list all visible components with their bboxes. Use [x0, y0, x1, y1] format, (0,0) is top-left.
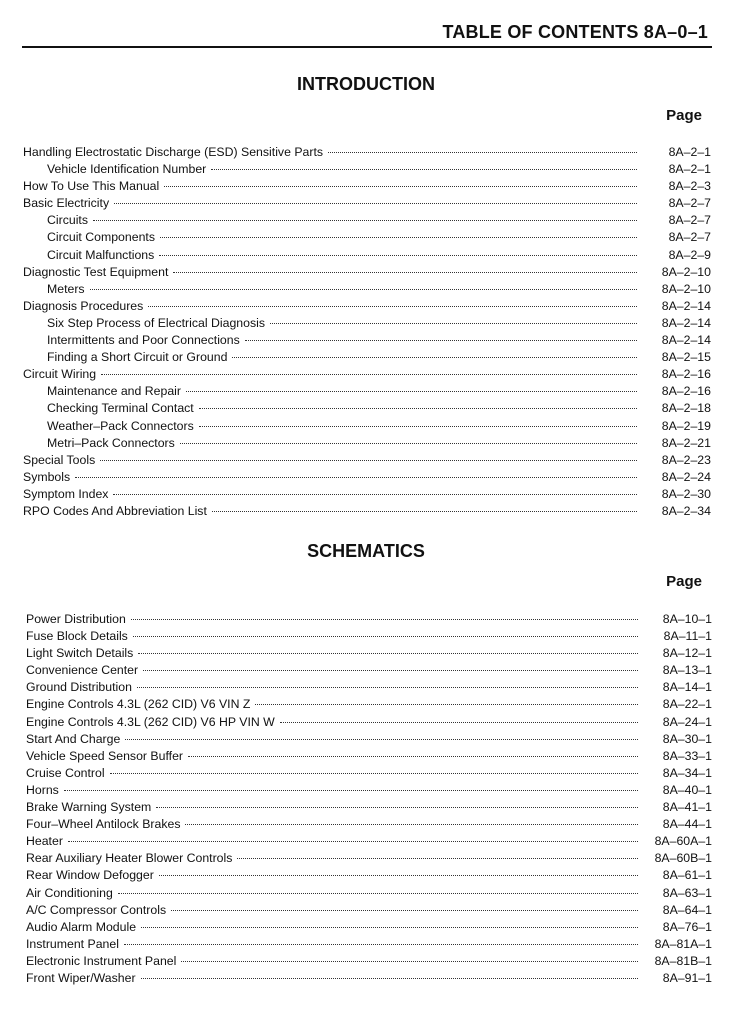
toc-entry-label: Air Conditioning — [26, 885, 113, 900]
toc-entry-label: Convenience Center — [26, 663, 139, 678]
toc-entry-page: 8A–61–1 — [662, 868, 712, 883]
header-title: TABLE OF CONTENTS 8A–0–1 — [442, 22, 708, 42]
toc-entry-label: How To Use This Manual — [23, 179, 160, 194]
toc-entry — [26, 696, 714, 713]
toc-entry-page: 8A–41–1 — [662, 800, 712, 815]
toc-entry-label: Diagnosis Procedures — [23, 298, 144, 313]
toc-entry-page: 8A–2–19 — [661, 418, 711, 433]
toc-entry-page: 8A–2–7 — [668, 196, 711, 211]
toc-entry — [26, 867, 714, 884]
toc-entry-page: 8A–12–1 — [662, 646, 712, 661]
toc-entry-label: Six Step Process of Electrical Diagnosis — [47, 315, 266, 330]
toc-entry — [23, 195, 713, 212]
dot-leader — [101, 374, 637, 375]
toc-entry — [23, 264, 713, 281]
dot-leader — [173, 272, 637, 273]
dot-leader — [100, 460, 637, 461]
toc-entry-label: Basic Electricity — [23, 196, 110, 211]
dot-leader — [199, 426, 637, 427]
dot-leader — [171, 910, 638, 911]
dot-leader — [255, 704, 638, 705]
toc-entry-label: Vehicle Speed Sensor Buffer — [26, 748, 184, 763]
dot-leader — [328, 152, 637, 153]
toc-entry-label: Vehicle Identification Number — [47, 162, 207, 177]
dot-leader — [110, 773, 638, 774]
toc-entry-label: Power Distribution — [26, 612, 126, 626]
introduction-title: INTRODUCTION — [297, 74, 435, 94]
toc-entry-label: Ground Distribution — [26, 680, 132, 695]
toc-entry-page: 8A–34–1 — [662, 765, 712, 780]
toc-entry — [26, 919, 714, 936]
toc-entry — [26, 628, 714, 645]
toc-entry-page: 8A–2–10 — [661, 264, 711, 279]
toc-entry — [23, 486, 713, 503]
toc-entry — [23, 315, 713, 332]
toc-entry-page: 8A–81B–1 — [654, 953, 712, 968]
toc-entry-page: 8A–2–9 — [668, 247, 711, 262]
toc-entry — [26, 611, 714, 628]
toc-entry-page: 8A–24–1 — [662, 714, 712, 729]
toc-entry-label: Horns — [26, 782, 59, 797]
dot-leader — [113, 494, 637, 495]
toc-entry-label: Cruise Control — [26, 765, 105, 780]
dot-leader — [124, 944, 638, 945]
toc-entry-label: Metri–Pack Connectors — [47, 435, 175, 450]
dot-leader — [159, 255, 637, 256]
dot-leader — [180, 443, 637, 444]
toc-entry-page: 8A–2–24 — [661, 469, 711, 484]
toc-entry-page: 8A–40–1 — [662, 782, 712, 797]
toc-entry — [26, 765, 714, 782]
dot-leader — [118, 893, 638, 894]
schematics-page-label: Page — [666, 573, 702, 590]
dot-leader — [156, 807, 638, 808]
dot-leader — [237, 858, 638, 859]
toc-entry — [26, 816, 714, 833]
toc-entry-label: Weather–Pack Connectors — [47, 418, 194, 433]
toc-entry-page: 8A–2–10 — [661, 281, 711, 296]
dot-leader — [280, 722, 638, 723]
toc-entry-page: 8A–2–14 — [661, 315, 711, 330]
toc-entry-label: Brake Warning System — [26, 800, 152, 815]
toc-entry-label: Rear Window Defogger — [26, 868, 154, 883]
toc-entry-label: Instrument Panel — [26, 936, 119, 951]
toc-entry-label: Rear Auxiliary Heater Blower Controls — [26, 851, 233, 866]
toc-entry — [26, 731, 714, 748]
toc-entry-label: Checking Terminal Contact — [47, 401, 194, 416]
toc-entry-label: Circuit Malfunctions — [47, 247, 155, 262]
toc-entry-label: Diagnostic Test Equipment — [23, 264, 169, 279]
toc-entry-page: 8A–81A–1 — [654, 936, 712, 951]
dot-leader — [141, 978, 638, 979]
dot-leader — [143, 670, 638, 671]
toc-entry — [23, 400, 713, 417]
schematics-title: SCHEMATICS — [307, 541, 425, 561]
toc-entry — [26, 850, 714, 867]
dot-leader — [125, 739, 638, 740]
toc-entry — [26, 953, 714, 970]
toc-entry — [23, 144, 713, 161]
toc-entry-page: 8A–2–7 — [668, 213, 711, 228]
toc-entry-page: 8A–2–30 — [661, 486, 711, 501]
dot-leader — [131, 619, 638, 620]
dot-leader — [232, 357, 637, 358]
toc-entry — [26, 645, 714, 662]
toc-entry-label: Engine Controls 4.3L (262 CID) V6 VIN Z — [26, 697, 251, 712]
header-rule — [22, 46, 712, 48]
dot-leader — [138, 653, 638, 654]
toc-entry-page: 8A–64–1 — [662, 902, 712, 917]
dot-leader — [160, 237, 637, 238]
toc-entry-page: 8A–91–1 — [662, 970, 712, 985]
toc-entry-page: 8A–2–34 — [661, 503, 711, 518]
introduction-page-label: Page — [666, 107, 702, 124]
toc-entry — [26, 714, 714, 731]
toc-entry-label: Handling Electrostatic Discharge (ESD) Sensitive Parts — [23, 145, 324, 159]
dot-leader — [181, 961, 638, 962]
toc-entry-page: 8A–30–1 — [662, 731, 712, 746]
toc-entry-label: Symptom Index — [23, 486, 109, 501]
toc-entry — [23, 298, 713, 315]
toc-entry-page: 8A–10–1 — [662, 612, 712, 626]
toc-entry-page: 8A–2–16 — [661, 384, 711, 399]
toc-entry-label: Four–Wheel Antilock Brakes — [26, 817, 181, 832]
toc-entry-label: Circuits — [47, 213, 88, 228]
dot-leader — [64, 790, 638, 791]
toc-entry-page: 8A–2–7 — [668, 230, 711, 245]
toc-entry-page: 8A–2–1 — [668, 162, 711, 177]
toc-entry-page: 8A–2–15 — [661, 350, 711, 365]
toc-entry — [26, 679, 714, 696]
dot-leader — [90, 289, 637, 290]
dot-leader — [75, 477, 637, 478]
toc-entry-page: 8A–63–1 — [662, 885, 712, 900]
toc-entry — [23, 212, 713, 229]
toc-entry-page: 8A–14–1 — [662, 680, 712, 695]
dot-leader — [93, 220, 637, 221]
dot-leader — [245, 340, 637, 341]
toc-entry-label: Maintenance and Repair — [47, 384, 181, 399]
dot-leader — [188, 756, 638, 757]
dot-leader — [186, 391, 637, 392]
toc-entry — [23, 418, 713, 435]
toc-entry-label: Start And Charge — [26, 731, 121, 746]
toc-entry-page: 8A–2–3 — [668, 179, 711, 194]
toc-entry — [23, 469, 713, 486]
toc-entry-label: Audio Alarm Module — [26, 919, 137, 934]
toc-entry — [23, 178, 713, 195]
toc-entry-label: Circuit Components — [47, 230, 155, 245]
toc-entry — [23, 435, 713, 452]
toc-entry-label: Finding a Short Circuit or Ground — [47, 350, 228, 365]
toc-entry — [23, 452, 713, 469]
dot-leader — [212, 511, 637, 512]
toc-entry — [26, 833, 714, 850]
toc-entry — [26, 782, 714, 799]
toc-entry — [26, 970, 714, 987]
introduction-toc-list — [23, 144, 713, 520]
toc-entry-page: 8A–60B–1 — [654, 851, 712, 866]
toc-entry-label: Circuit Wiring — [23, 367, 97, 382]
dot-leader — [133, 636, 638, 637]
toc-entry — [26, 662, 714, 679]
dot-leader — [185, 824, 638, 825]
toc-entry-label: Electronic Instrument Panel — [26, 953, 177, 968]
toc-entry — [23, 332, 713, 349]
toc-entry-page: 8A–76–1 — [662, 919, 712, 934]
toc-entry-page: 8A–2–14 — [661, 298, 711, 313]
dot-leader — [114, 203, 637, 204]
toc-entry — [26, 748, 714, 765]
toc-entry-page: 8A–22–1 — [662, 697, 712, 712]
dot-leader — [141, 927, 638, 928]
toc-entry-label: Symbols — [23, 469, 71, 484]
toc-entry-page: 8A–13–1 — [662, 663, 712, 678]
toc-entry — [26, 936, 714, 953]
toc-entry — [23, 281, 713, 298]
toc-entry-label: RPO Codes And Abbreviation List — [23, 503, 207, 518]
toc-entry — [26, 902, 714, 919]
toc-entry-page: 8A–33–1 — [662, 748, 712, 763]
dot-leader — [68, 841, 638, 842]
toc-entry-label: Fuse Block Details — [26, 629, 128, 644]
toc-entry-page: 8A–11–1 — [663, 629, 712, 644]
toc-entry-label: Intermittents and Poor Connections — [47, 333, 240, 348]
toc-entry — [26, 799, 714, 816]
toc-entry-label: Special Tools — [23, 452, 96, 467]
dot-leader — [137, 687, 638, 688]
schematics-toc-list — [26, 611, 714, 987]
toc-entry — [23, 383, 713, 400]
toc-entry — [23, 349, 713, 366]
toc-entry-label: A/C Compressor Controls — [26, 902, 167, 917]
toc-entry-page: 8A–2–14 — [661, 333, 711, 348]
toc-entry-label: Front Wiper/Washer — [26, 970, 136, 985]
toc-entry — [23, 503, 713, 520]
dot-leader — [270, 323, 637, 324]
toc-entry-label: Engine Controls 4.3L (262 CID) V6 HP VIN W — [26, 714, 275, 729]
toc-entry-page: 8A–2–18 — [661, 401, 711, 416]
toc-entry-page: 8A–2–16 — [661, 367, 711, 382]
toc-entry-page: 8A–2–23 — [661, 452, 711, 467]
toc-entry-page: 8A–2–21 — [661, 435, 711, 450]
toc-entry-label: Heater — [26, 834, 63, 849]
toc-entry-page: 8A–44–1 — [662, 817, 712, 832]
toc-entry — [23, 229, 713, 246]
dot-leader — [148, 306, 637, 307]
toc-entry-page: 8A–2–1 — [668, 145, 711, 159]
dot-leader — [199, 408, 637, 409]
toc-entry — [23, 161, 713, 178]
toc-entry — [23, 247, 713, 264]
toc-entry-page: 8A–60A–1 — [654, 834, 712, 849]
dot-leader — [159, 875, 638, 876]
toc-entry — [23, 366, 713, 383]
dot-leader — [211, 169, 637, 170]
toc-entry-label: Meters — [47, 281, 85, 296]
toc-entry — [26, 885, 714, 902]
toc-entry-label: Light Switch Details — [26, 646, 134, 661]
dot-leader — [164, 186, 637, 187]
